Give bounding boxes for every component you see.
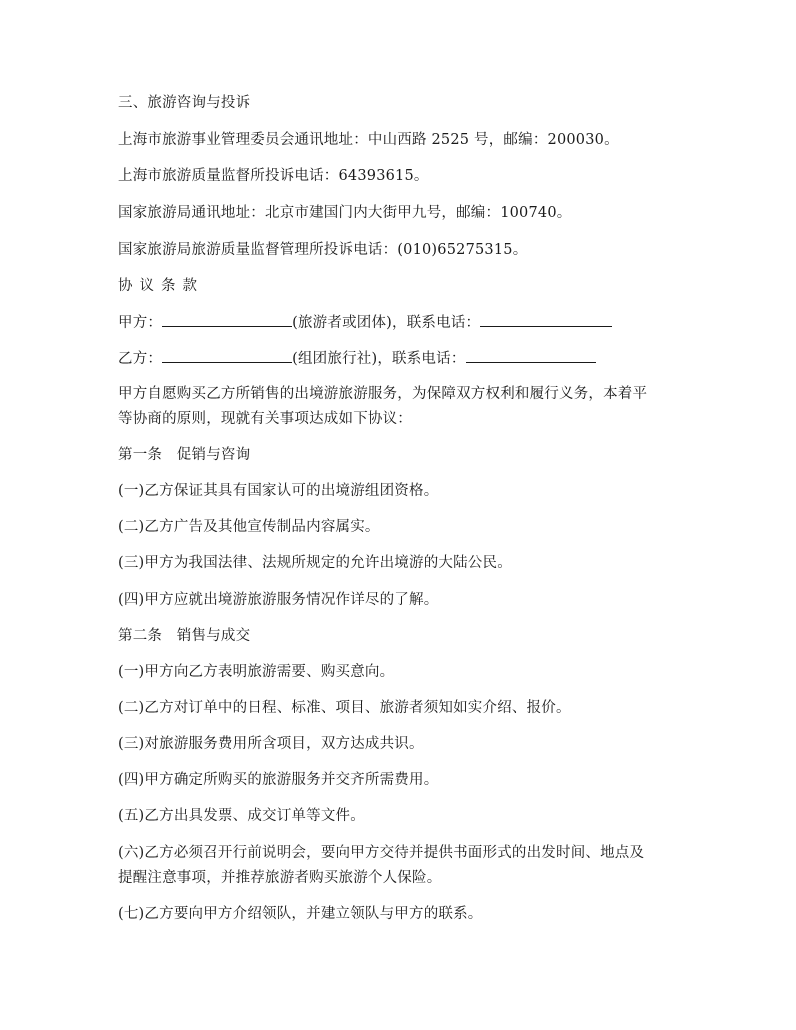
party-b-line [118, 348, 596, 369]
preamble-line-1: 甲方自愿购买乙方所销售的出境游旅游服务，为保障双方权利和履行义务，本着平 [118, 386, 648, 402]
shanghai-complaint-phone: 上海市旅游质量监督所投诉电话：64393615。 [118, 168, 429, 184]
article-one-item: (二)乙方广告及其他宣传制品内容属实。 [118, 519, 380, 535]
section-three-title: 三、旅游咨询与投诉 [118, 95, 251, 111]
preamble-line-2: 等协商的原则，现就有关事项达成如下协议： [118, 411, 412, 427]
party-b-desc: (组团旅行社)，联系电话： [292, 351, 466, 367]
national-address: 国家旅游局通讯地址：北京市建国门内大街甲九号，邮编：100740。 [118, 205, 572, 221]
article-two-item: (一)甲方向乙方表明旅游需要、购买意向。 [118, 664, 395, 680]
party-b-label: 乙方： [118, 351, 163, 367]
article-one-title: 第一条 促销与咨询 [118, 447, 251, 463]
article-two-item-seven: (七)乙方要向甲方介绍领队，并建立领队与甲方的联系。 [118, 906, 483, 922]
article-two-item: (五)乙方出具发票、成交订单等文件。 [118, 808, 365, 824]
article-two-item-six-line-2: 提醒注意事项，并推荐旅游者购买旅游个人保险。 [118, 870, 442, 886]
article-one-item: (一)乙方保证其具有国家认可的出境游组团资格。 [118, 483, 439, 499]
party-a-desc: (旅游者或团体)，联系电话： [292, 315, 481, 331]
national-complaint-phone: 国家旅游局旅游质量监督管理所投诉电话：(010)65275315。 [118, 242, 528, 258]
party-a-label: 甲方： [118, 315, 163, 331]
party-a-line [118, 312, 612, 333]
article-two-item: (四)甲方确定所购买的旅游服务并交齐所需费用。 [118, 772, 439, 788]
article-two-item: (二)乙方对订单中的日程、标准、项目、旅游者须知如实介绍、报价。 [118, 700, 571, 716]
article-two-title: 第二条 销售与成交 [118, 628, 251, 644]
party-a-name-blank[interactable] [162, 312, 292, 327]
party-b-phone-blank[interactable] [466, 348, 596, 363]
article-one-item: (三)甲方为我国法律、法规所规定的允许出境游的大陆公民。 [118, 555, 512, 571]
party-a-phone-blank[interactable] [480, 312, 612, 327]
article-two-item: (三)对旅游服务费用所含项目，双方达成共识。 [118, 736, 424, 752]
article-two-item-six-line-1: (六)乙方必须召开行前说明会，要向甲方交待并提供书面形式的出发时间、地点及 [118, 845, 645, 861]
shanghai-address: 上海市旅游事业管理委员会通讯地址：中山西路 2525 号，邮编：200030。 [118, 132, 619, 148]
agreement-heading: 协议条款 [118, 278, 204, 294]
party-b-name-blank[interactable] [162, 348, 292, 363]
article-one-item: (四)甲方应就出境游旅游服务情况作详尽的了解。 [118, 592, 439, 608]
